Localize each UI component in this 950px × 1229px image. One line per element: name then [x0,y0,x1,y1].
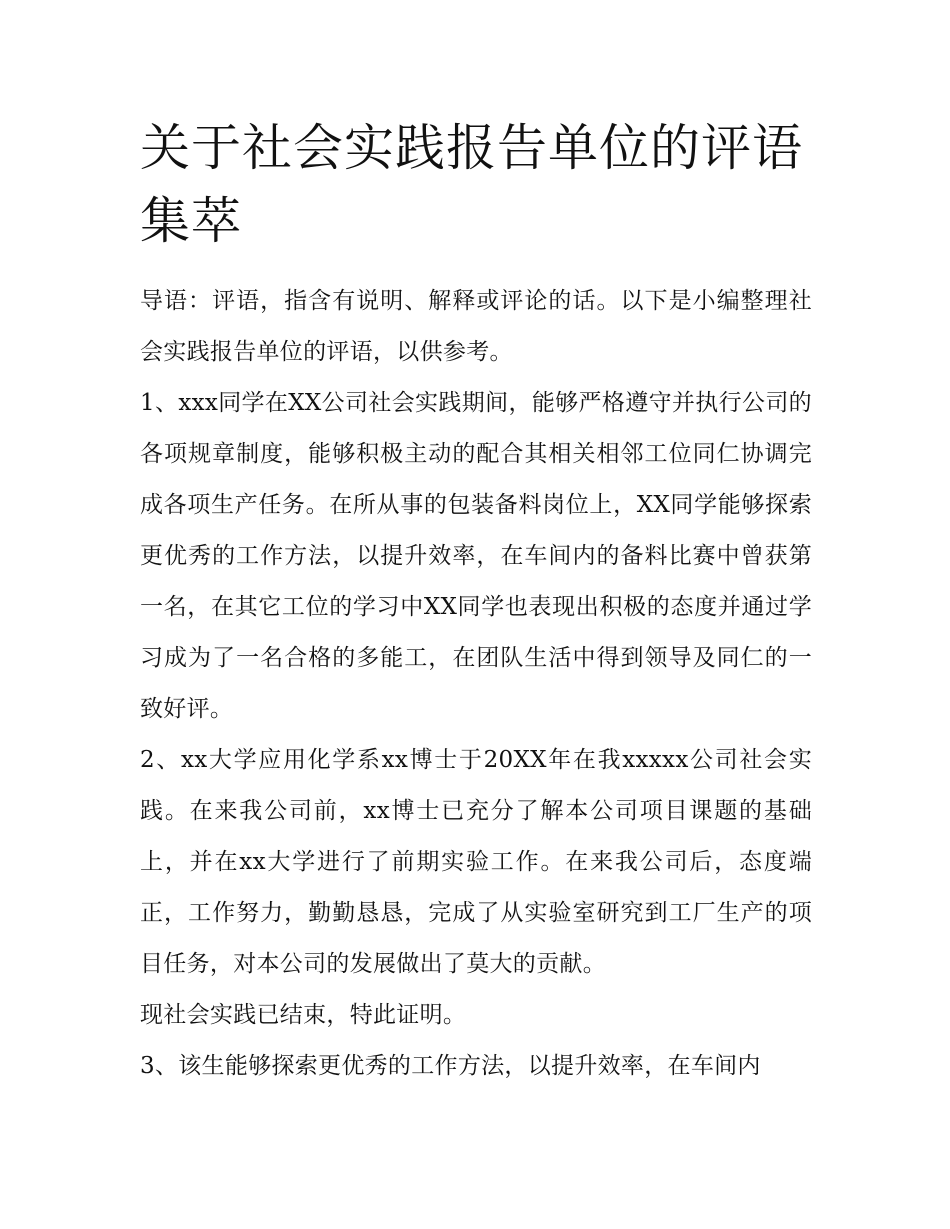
intro-paragraph: 导语：评语，指含有说明、解释或评论的话。以下是小编整理社会实践报告单位的评语，以供参考。 [140,288,812,365]
paragraph-2: 2、xx大学应用化学系xx博士于20XX年在我xxxxx公司社会实践。在来我公司前，xx博士已充分了解本公司项目课题的基础上，并在xx大学进行了前期实验工作。在来我公司后，态度端正，工作努力，勤勤恳恳，完成了从实验室研究到工厂生产的项目任务，对本公司的发展做出了莫大的贡献。 [140,747,812,977]
document-body [140,276,812,1092]
paragraph-3: 3、该生能够探索更优秀的工作方法，以提升效率，在车间内 [140,1053,761,1079]
certification-paragraph: 现社会实践已结束，特此证明。 [140,1002,467,1028]
document-title: 关于社会实践报告单位的评语集萃 [140,119,803,250]
paragraph-1: 1、xxx同学在XX公司社会实践期间，能够严格遵守并执行公司的各项规章制度，能够积极主动的配合其相关相邻工位同仁协调完成各项生产任务。在所从事的包装备料岗位上，XX同学能够探索更优秀的工作方法，以提升效率，在车间内的备料比赛中曾获第一名，在其它工位的学习中XX同学也表现出积极的态度并通过学习成为了一名合格的多能工，在团队生活中得到领导及同仁的一致好评。 [140,390,812,722]
